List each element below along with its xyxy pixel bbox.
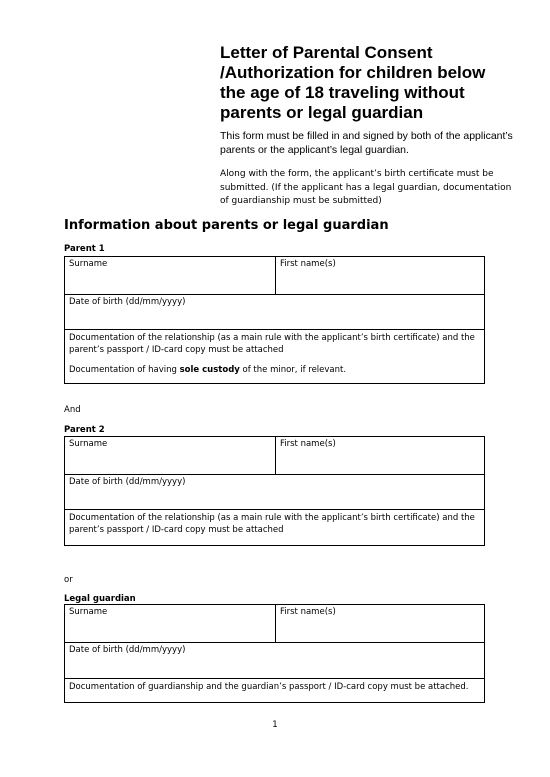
guardian-doc-note: Documentation of guardianship and the guardian’s passport / ID-card copy must be attached. — [69, 682, 469, 692]
guardian-dob-field[interactable] — [65, 643, 485, 679]
parent2-documentation-cell — [65, 510, 485, 546]
guardian-first-name-field[interactable] — [276, 605, 485, 643]
parent1-dob-field[interactable] — [65, 295, 485, 330]
guardian-surname-label: Surname — [69, 607, 108, 617]
form-title-line-3: the age of 18 traveling without — [220, 83, 465, 102]
form-title-line-1: Letter of Parental Consent — [220, 43, 433, 62]
intro-text: This form must be filled in and signed by both of the applicant’s parents or the applicant’s legal guardian. — [220, 130, 513, 156]
guardian-surname-field[interactable] — [65, 605, 276, 643]
sole-custody-emphasis: sole custody — [179, 365, 240, 375]
parent2-label: Parent 2 — [64, 425, 105, 435]
parent2-doc-relationship: Documentation of the relationship (as a main rule with the applicant’s birth certificate) and the parent’s passport / ID-card copy must be attached — [69, 513, 475, 535]
custody-prefix: Documentation of having — [69, 365, 180, 375]
guardian-dob-label: Date of birth (dd/mm/yyyy) — [69, 645, 186, 655]
parent1-sole-custody-note — [69, 364, 480, 376]
form-title — [220, 43, 520, 123]
parent2-surname-label: Surname — [69, 439, 108, 449]
section-heading: Information about parents or legal guardian — [64, 218, 389, 233]
guardian-first-name-label: First name(s) — [280, 607, 336, 617]
parent1-surname-field[interactable] — [65, 257, 276, 295]
form-title-line-2: /Authorization for children below — [220, 63, 486, 82]
parent2-dob-field[interactable] — [65, 475, 485, 510]
custody-suffix: of the minor, if relevant. — [239, 365, 347, 375]
parent2-surname-field[interactable] — [65, 437, 276, 475]
parent2-table — [64, 436, 485, 546]
submission-note: Along with the form, the applicant’s birth certificate must be submitted. (If the applicant has a legal guardian, documentation of guardianship must be submitted) — [220, 169, 512, 206]
guardian-documentation-cell — [65, 679, 485, 703]
guardian-label: Legal guardian — [64, 594, 136, 604]
parent1-surname-label: Surname — [69, 259, 108, 269]
form-title-line-4: parents or legal guardian — [220, 103, 424, 122]
parent2-dob-label: Date of birth (dd/mm/yyyy) — [69, 477, 186, 487]
parent2-first-name-field[interactable] — [276, 437, 485, 475]
parent1-documentation-cell — [65, 330, 485, 384]
parent2-first-name-label: First name(s) — [280, 439, 336, 449]
page-number: 1 — [272, 720, 278, 730]
parent1-first-name-label: First name(s) — [280, 259, 336, 269]
parent1-label: Parent 1 — [64, 244, 105, 254]
parent1-dob-label: Date of birth (dd/mm/yyyy) — [69, 297, 186, 307]
parent1-table — [64, 256, 485, 384]
parent1-first-name-field[interactable] — [276, 257, 485, 295]
parent1-doc-relationship: Documentation of the relationship (as a main rule with the applicant’s birth certificate) and the parent’s passport / ID-card copy must be attached — [69, 333, 475, 355]
or-connector: or — [64, 575, 73, 585]
guardian-table — [64, 604, 485, 703]
and-connector: And — [64, 405, 81, 415]
